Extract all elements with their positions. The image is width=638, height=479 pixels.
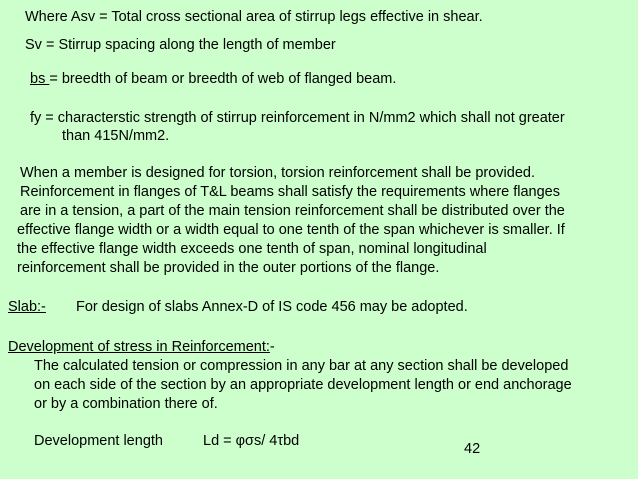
development-heading-text: Development of stress in Reinforcement: [8,339,270,355]
development-length-label: Development length [34,433,163,449]
definition-asv: Where Asv = Total cross sectional area of stirrup legs effective in shear. [25,9,483,25]
torsion-line-2: Reinforcement in flanges of T&L beams shall satisfy the requirements where flanges [20,184,560,200]
development-line-1: The calculated tension or compression in any bar at any section shall be developed [34,358,569,374]
slab-label: Slab:- [8,299,46,315]
torsion-line-3: are in a tension, a part of the main tension reinforcement shall be distributed over the [20,203,565,219]
development-length-formula: Ld = φσs/ 4τbd [203,433,300,449]
definition-bs [30,70,396,88]
development-line-3: or by a combination there of. [34,396,218,412]
torsion-line-4: effective flange width or a width equal to one tenth of the span whichever is smaller. If [17,222,565,238]
definition-fy-line1: fy = characterstic strength of stirrup reinforcement in N/mm2 which shall not greater [30,110,565,126]
torsion-line-6: reinforcement shall be provided in the outer portions of the flange. [17,260,440,276]
definition-fy-line2: than 415N/mm2. [62,128,170,144]
slab-text: For design of slabs Annex-D of IS code 456 may be adopted. [76,299,468,315]
bs-definition: = breedth of beam or breedth of web of flanged beam. [49,71,397,87]
bs-term: bs [30,71,50,87]
torsion-line-1: When a member is designed for torsion, torsion reinforcement shall be provided. [20,165,536,181]
development-heading-suffix: - [269,339,275,355]
development-heading [8,338,275,356]
page-number: 42 [464,441,481,457]
development-line-2: on each side of the section by an appropriate development length or end anchorage [34,377,572,393]
definition-sv: Sv = Stirrup spacing along the length of member [25,37,336,53]
torsion-line-5: the effective flange width exceeds one tenth of span, nominal longitudinal [17,241,487,257]
